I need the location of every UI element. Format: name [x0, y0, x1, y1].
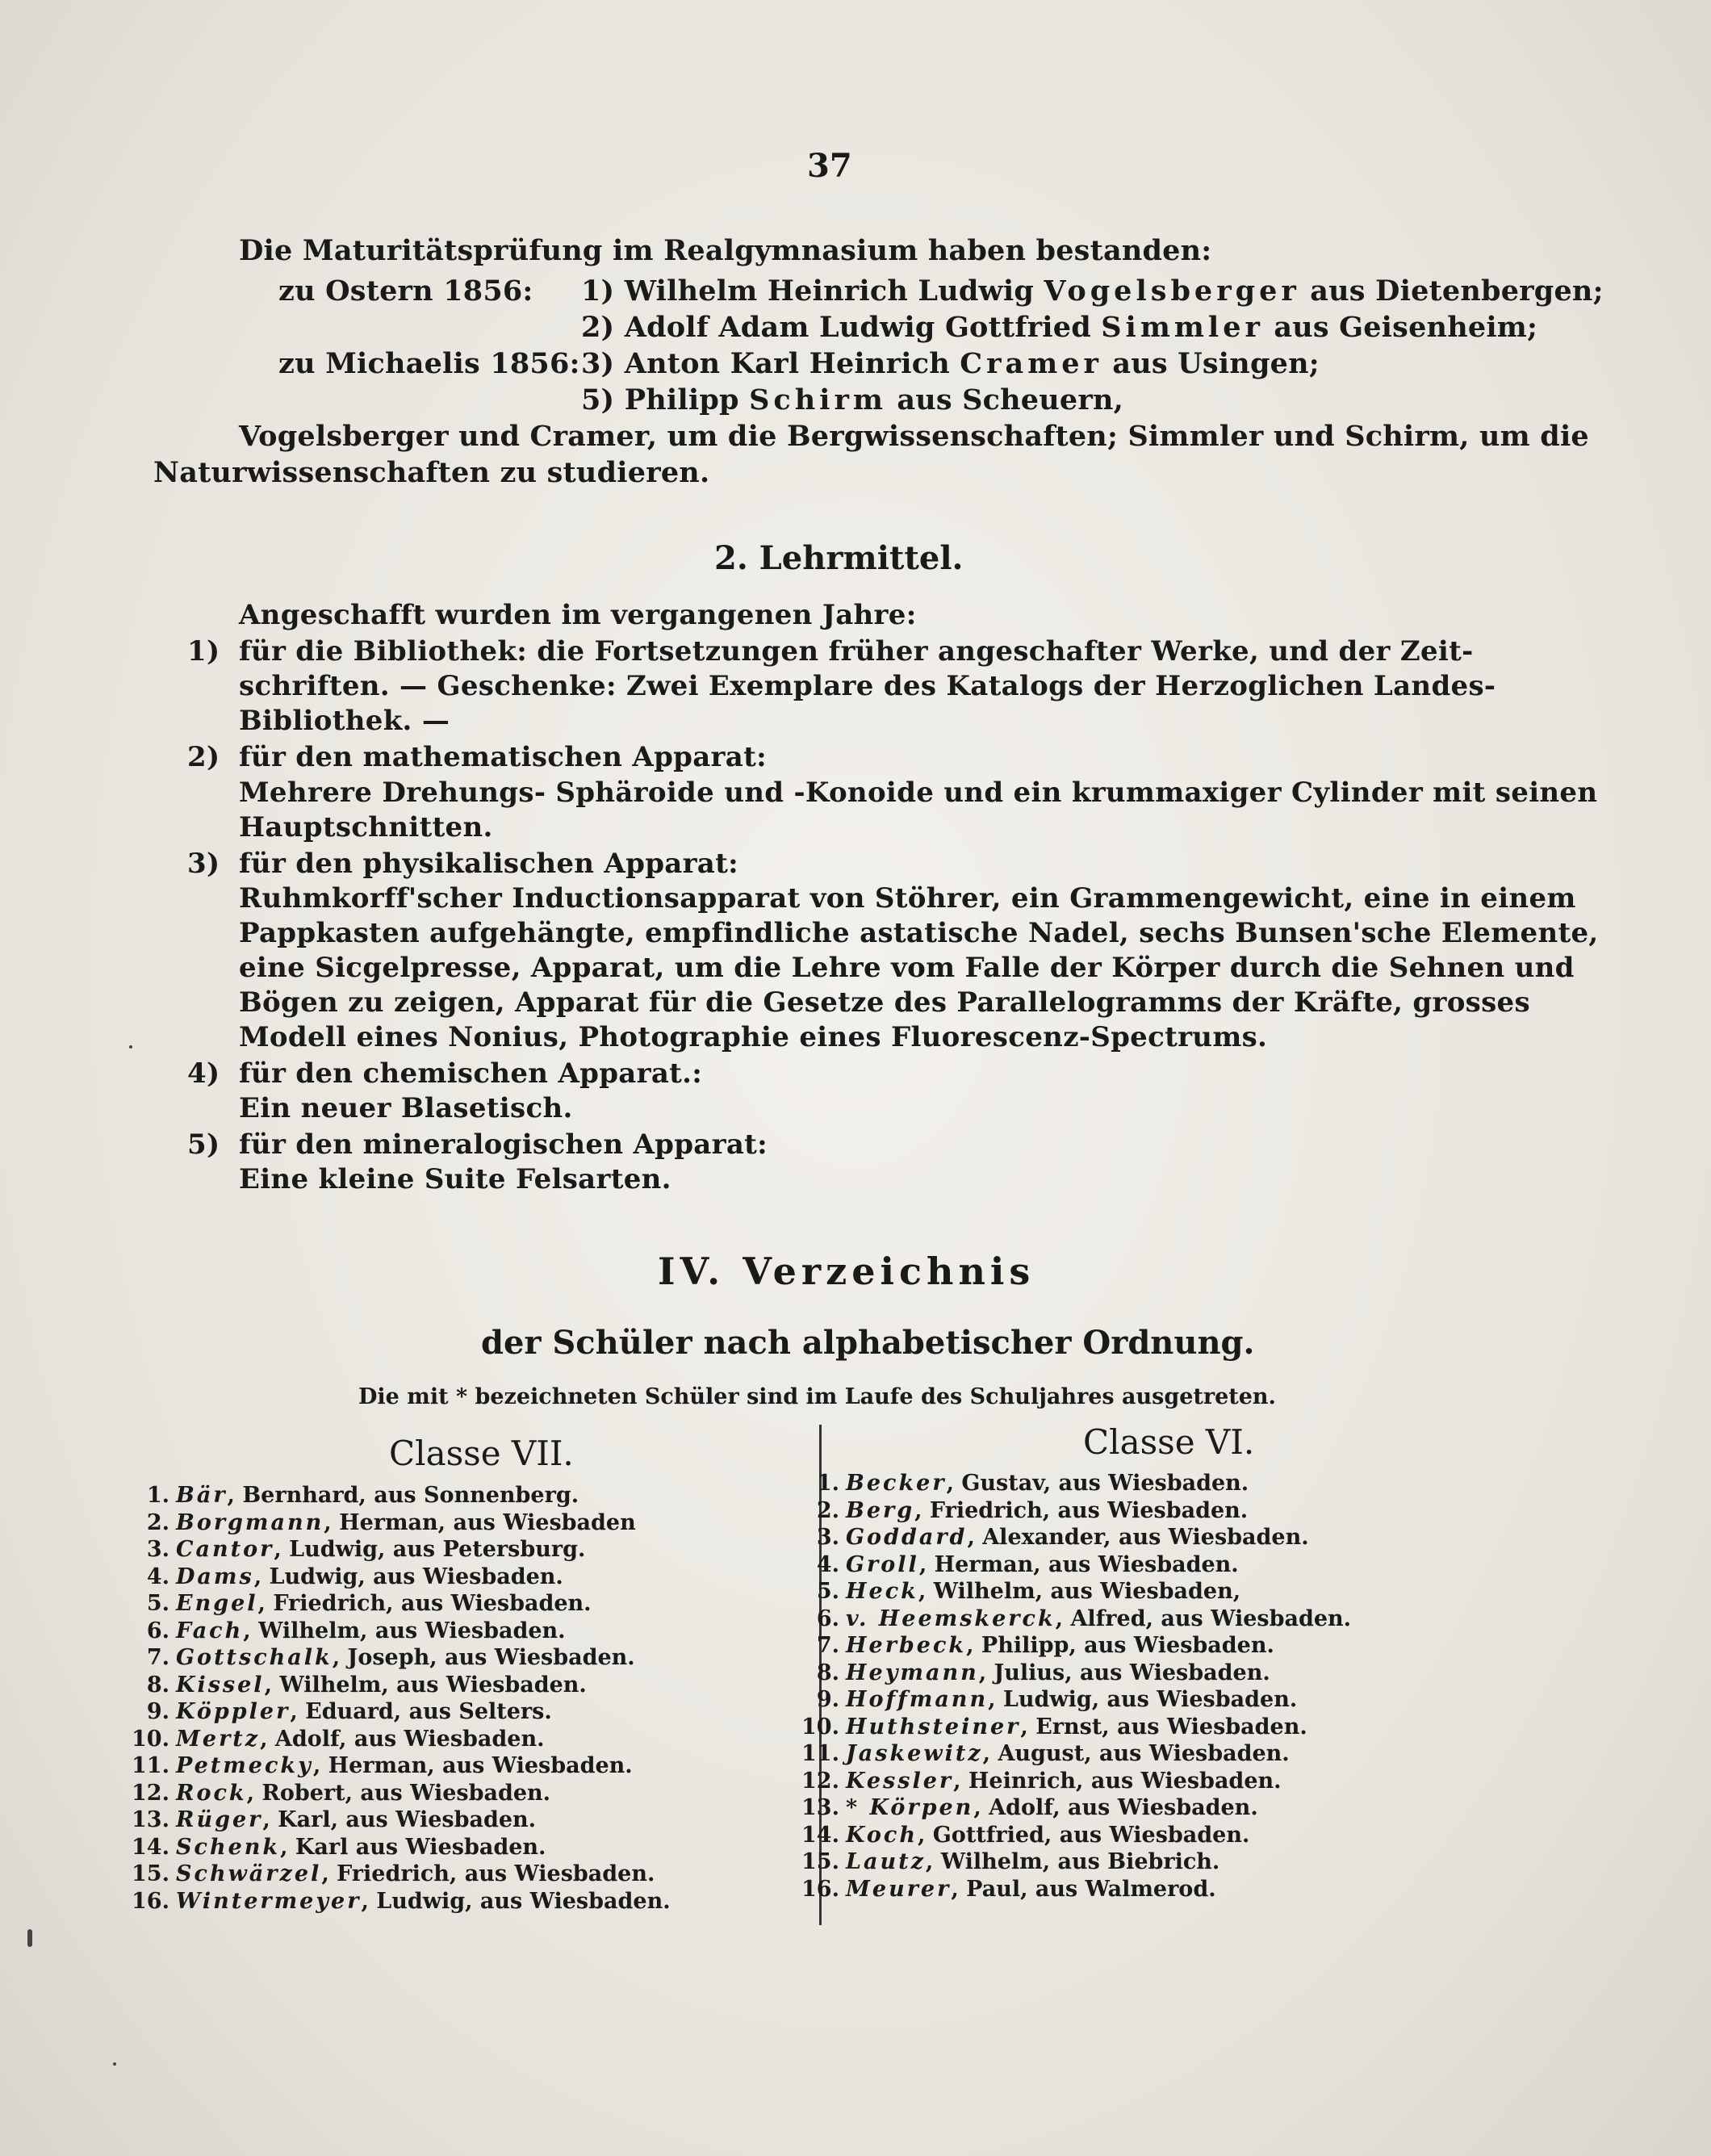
student-details: , Ludwig, aus Wiesbaden. [361, 1888, 671, 1914]
student-surname: Jaskewitz [846, 1741, 983, 1766]
student-number: 4. [146, 1564, 169, 1589]
section-subheading: der Schüler nach alphabetischer Ordnung. [481, 1324, 1255, 1362]
student-row [791, 1714, 1307, 1739]
student-surname: Lautz [846, 1849, 926, 1874]
student-number: 14. [801, 1822, 839, 1848]
student-row [121, 1727, 545, 1752]
student-details: , August, aus Wiesbaden. [982, 1741, 1290, 1766]
student-surname: Köppler [176, 1699, 291, 1724]
student-details: , Bernhard, aus Sonnenberg. [227, 1483, 579, 1508]
student-number: 7. [816, 1633, 839, 1658]
ink-mark [27, 1929, 32, 1947]
student-number: 2. [146, 1509, 169, 1535]
student-details: , Adolf, aus Wiesbaden. [260, 1726, 545, 1752]
section-heading: IV. Verzeichnis [658, 1250, 1035, 1293]
student-surname: Meurer [846, 1876, 952, 1902]
student-row [791, 1795, 1258, 1820]
student-details: , Ernst, aus Wiesbaden. [1020, 1714, 1307, 1739]
student-details: , Karl aus Wiesbaden. [280, 1834, 546, 1860]
student-surname: Rock [176, 1780, 247, 1806]
student-number: 1. [146, 1483, 169, 1508]
student-details: , Julius, aus Wiesbaden. [978, 1660, 1270, 1685]
student-number: 6. [146, 1618, 169, 1643]
item-line: Hauptschnitten. [239, 811, 493, 844]
page-number: 37 [807, 147, 852, 185]
student-surname: Becker [846, 1471, 947, 1496]
student-number: 6. [816, 1605, 839, 1631]
student-row [791, 1660, 1270, 1685]
student-details: , Joseph, aus Wiesbaden. [332, 1645, 635, 1670]
student-details: , Friedrich, aus Wiesbaden. [257, 1591, 592, 1616]
student-details: , Heinrich, aus Wiesbaden. [953, 1768, 1282, 1794]
student-row [791, 1498, 1248, 1523]
student-row [121, 1781, 550, 1806]
item-line: Ruhmkorff'scher Inductionsapparat von Stöhrer, ein Grammengewicht, eine in einem [239, 882, 1576, 915]
student-row [121, 1564, 563, 1589]
student-surname: Koch [846, 1822, 918, 1848]
student-number: 8. [816, 1660, 839, 1685]
student-surname: Huthsteiner [846, 1714, 1021, 1739]
item-line: Ein neuer Blasetisch. [239, 1092, 573, 1124]
student-number: 7. [146, 1645, 169, 1670]
exit-note: Die mit * bezeichneten Schüler sind im Laufe des Schuljahres ausgetreten. [358, 1384, 1276, 1409]
student-details: , Ludwig, aus Wiesbaden. [253, 1564, 563, 1589]
student-surname: Bär [176, 1483, 228, 1508]
item-line: Modell eines Nonius, Photographie eines Fluorescenz-Spectrums. [239, 1021, 1268, 1053]
student-details: , Herman, aus Wiesbaden. [918, 1551, 1239, 1577]
student-details: , Ludwig, aus Wiesbaden. [988, 1687, 1298, 1712]
item-line: Eine kleine Suite Felsarten. [239, 1163, 671, 1195]
ostern-label: zu Ostern 1856: [278, 274, 533, 308]
student-details: , Alfred, aus Wiesbaden. [1055, 1605, 1352, 1631]
student-surname: Fach [176, 1618, 244, 1643]
student-row [121, 1645, 635, 1670]
student-surname: Schenk [176, 1834, 281, 1860]
student-details: , Paul, aus Walmerod. [951, 1876, 1216, 1902]
student-number: 9. [146, 1699, 169, 1724]
student-surname: Berg [846, 1497, 915, 1523]
student-row [121, 1861, 655, 1886]
student-details: , Gustav, aus Wiesbaden. [946, 1471, 1249, 1496]
student-row [121, 1483, 579, 1508]
item-line: Bögen zu zeigen, Apparat für die Gesetze des Parallelogramms der Kräfte, grosses [239, 986, 1530, 1019]
student-surname: Herbeck [846, 1633, 967, 1658]
item-line: für den physikalischen Apparat: [239, 848, 738, 880]
maturity-entry: 3) Anton Karl Heinrich Cramer aus Usingen; [581, 347, 1320, 380]
student-row [791, 1849, 1219, 1874]
student-surname: Kissel [176, 1672, 265, 1698]
student-number: 3. [146, 1537, 169, 1562]
student-row [791, 1606, 1351, 1631]
student-row [121, 1889, 671, 1914]
student-row [121, 1699, 552, 1724]
student-number: 3. [816, 1525, 839, 1550]
lehrmittel-intro: Angeschafft wurden im vergangenen Jahre: [239, 599, 917, 631]
item-number: 1) [187, 635, 220, 668]
student-number: 12. [801, 1768, 839, 1794]
student-number: 12. [132, 1780, 169, 1806]
student-row [121, 1753, 633, 1778]
student-details: , Herman, aus Wiesbaden. [312, 1753, 633, 1778]
student-row [791, 1877, 1216, 1902]
item-line: schriften. — Geschenke: Zwei Exemplare des Katalogs der Herzoglichen Landes- [239, 670, 1496, 702]
student-surname: Kessler [846, 1768, 954, 1794]
student-details: , Karl, aus Wiesbaden. [262, 1807, 537, 1832]
student-number: 5. [816, 1579, 839, 1604]
student-surname: Mertz [176, 1726, 261, 1752]
item-number: 2) [187, 741, 220, 773]
student-number: 8. [146, 1672, 169, 1698]
student-number: 15. [132, 1861, 169, 1886]
student-number: 10. [132, 1726, 169, 1752]
student-details: , Adolf, aus Wiesbaden. [973, 1795, 1258, 1820]
michaelis-label: zu Michaelis 1856: [278, 347, 580, 380]
student-details: , Gottfried, aus Wiesbaden. [917, 1822, 1250, 1848]
student-row [121, 1618, 566, 1643]
student-row [791, 1471, 1249, 1496]
student-number: 1. [816, 1471, 839, 1496]
student-details: , Wilhelm, aus Wiesbaden. [264, 1672, 587, 1698]
item-line: für die Bibliothek: die Fortsetzungen früher angeschafter Werke, und der Zeit- [239, 635, 1474, 668]
student-surname: Wintermeyer [176, 1888, 362, 1914]
maturity-intro: Die Maturitätsprüfung im Realgymnasium haben bestanden: [239, 234, 1212, 267]
item-line: Bibliothek. — [239, 705, 450, 737]
student-surname: Dams [176, 1564, 254, 1589]
item-number: 4) [187, 1057, 220, 1090]
student-number: 10. [801, 1714, 839, 1739]
student-row [121, 1510, 636, 1535]
item-number: 3) [187, 848, 220, 880]
item-line: für den mineralogischen Apparat: [239, 1128, 768, 1161]
maturity-entry: 2) Adolf Adam Ludwig Gottfried Simmler aus Geisenheim; [581, 311, 1538, 344]
section-heading: 2. Lehrmittel. [714, 539, 964, 577]
student-row [791, 1741, 1290, 1766]
item-line: Pappkasten aufgehängte, empfindliche astatische Nadel, sechs Bunsen'sche Elemente, [239, 917, 1599, 949]
student-number: 2. [816, 1497, 839, 1523]
student-row [791, 1633, 1274, 1658]
student-number: 11. [132, 1753, 169, 1778]
student-number: 16. [801, 1876, 839, 1902]
class-vii-title: Classe VII. [389, 1434, 574, 1473]
student-number: 5. [146, 1591, 169, 1616]
student-row [791, 1579, 1240, 1604]
student-details: , Robert, aus Wiesbaden. [246, 1780, 551, 1806]
student-row [791, 1552, 1239, 1577]
student-surname: Hoffmann [846, 1687, 989, 1712]
item-number: 5) [187, 1128, 220, 1161]
student-surname: Heck [846, 1579, 918, 1604]
student-surname: * Körpen [846, 1795, 974, 1820]
ink-mark [129, 1045, 132, 1049]
student-surname: Gottschalk [176, 1645, 333, 1670]
student-details: , Ludwig, aus Petersburg. [274, 1537, 586, 1562]
student-number: 4. [816, 1551, 839, 1577]
student-details: , Wilhelm, aus Biebrich. [925, 1849, 1220, 1874]
student-number: 13. [132, 1807, 169, 1832]
student-number: 11. [801, 1741, 839, 1766]
student-surname: Borgmann [176, 1509, 324, 1535]
student-surname: Groll [846, 1551, 919, 1577]
student-number: 16. [132, 1888, 169, 1914]
maturity-entry: 5) Philipp Schirm aus Scheuern, [581, 383, 1124, 417]
student-surname: Petmecky [176, 1753, 313, 1778]
student-details: , Wilhelm, aus Wiesbaden, [918, 1579, 1241, 1604]
student-number: 14. [132, 1834, 169, 1860]
student-row [791, 1525, 1309, 1550]
student-row [121, 1835, 546, 1860]
student-surname: Cantor [176, 1537, 274, 1562]
student-row [121, 1591, 592, 1616]
student-surname: Rüger [176, 1807, 263, 1832]
student-number: 9. [816, 1687, 839, 1712]
item-line: für den mathematischen Apparat: [239, 741, 767, 773]
student-row [791, 1823, 1249, 1848]
maturity-summary: Naturwissenschaften zu studieren. [153, 456, 710, 489]
item-line: für den chemischen Apparat.: [239, 1057, 703, 1090]
ink-mark [113, 2062, 116, 2066]
maturity-entry: 1) Wilhelm Heinrich Ludwig Vogelsberger aus Dietenbergen; [581, 274, 1604, 308]
student-surname: Schwärzel [176, 1861, 322, 1886]
student-details: , Philipp, aus Wiesbaden. [966, 1633, 1274, 1658]
student-details: , Herman, aus Wiesbaden [324, 1509, 636, 1535]
student-surname: v. Heemskerck [846, 1605, 1056, 1631]
student-details: , Friedrich, aus Wiesbaden. [321, 1861, 655, 1886]
student-surname: Heymann [846, 1660, 979, 1685]
student-number: 13. [801, 1795, 839, 1820]
class-vi-title: Classe VI. [1083, 1422, 1255, 1462]
student-details: , Wilhelm, aus Wiesbaden. [243, 1618, 566, 1643]
student-surname: Goddard [846, 1525, 968, 1550]
student-details: , Friedrich, aus Wiesbaden. [914, 1497, 1249, 1523]
item-line: Mehrere Drehungs- Sphäroide und -Konoide und ein krummaxiger Cylinder mit seinen [239, 777, 1598, 809]
item-line: eine Sicgelpresse, Apparat, um die Lehre vom Falle der Körper durch die Sehnen und [239, 952, 1575, 984]
student-row [121, 1537, 585, 1562]
student-row [121, 1672, 587, 1698]
student-surname: Engel [176, 1591, 258, 1616]
student-details: , Eduard, aus Selters. [290, 1699, 552, 1724]
student-number: 15. [801, 1849, 839, 1874]
student-details: , Alexander, aus Wiesbaden. [967, 1525, 1309, 1550]
student-row [791, 1687, 1297, 1712]
maturity-summary: Vogelsberger und Cramer, um die Bergwissenschaften; Simmler und Schirm, um die [239, 420, 1589, 453]
student-row [791, 1769, 1282, 1794]
student-row [121, 1807, 536, 1832]
